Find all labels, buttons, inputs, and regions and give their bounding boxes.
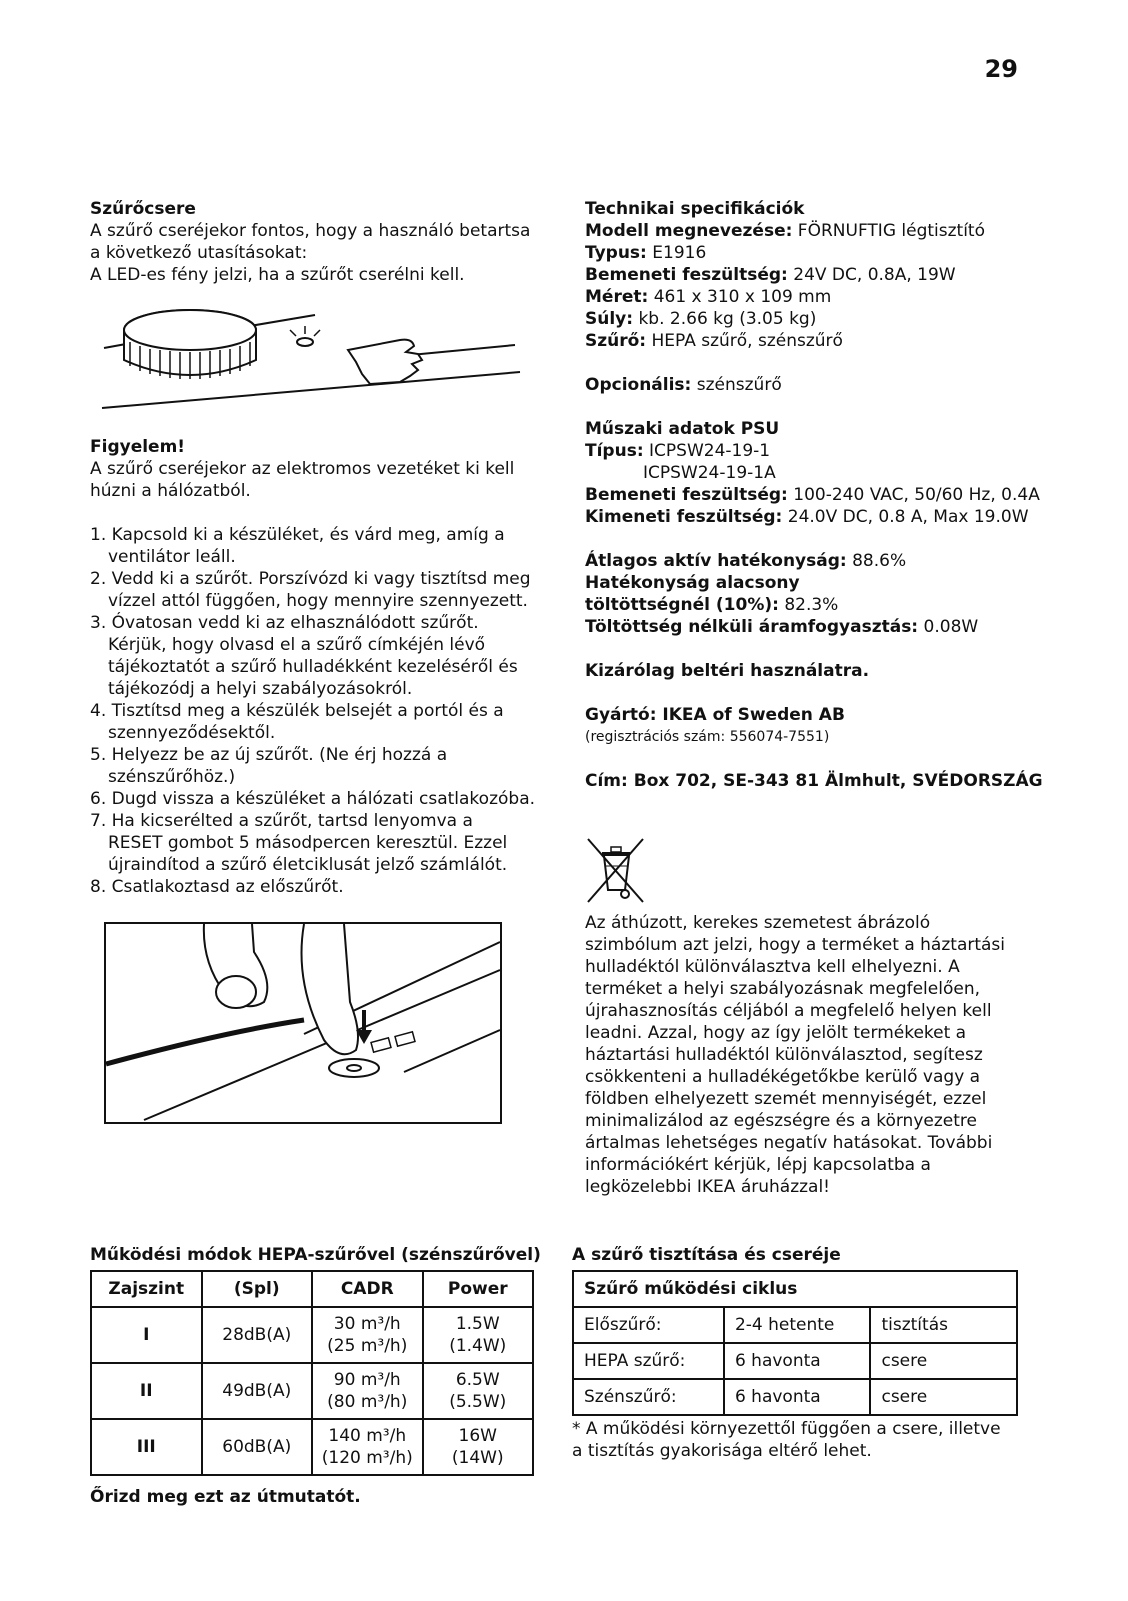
table-row: HEPA szűrő: 6 havonta csere: [573, 1343, 1017, 1379]
table-header-row: Szűrő működési ciklus: [573, 1271, 1017, 1307]
spec-row: Kimeneti feszültség: 24.0V DC, 0.8 A, Max 19.0W: [585, 507, 1029, 527]
technical-specs-section: [585, 198, 1045, 792]
list-item: 5. Helyezz be az új szűrőt. (Ne érj hozzá a szénszűrőhöz.): [90, 745, 448, 787]
registration-number: (regisztrációs szám: 556074-7551): [585, 729, 830, 745]
operating-modes-table: [90, 1270, 534, 1476]
crossed-bin-icon: [585, 836, 647, 906]
keep-instructions-note: Őrizd meg ezt az útmutatót.: [90, 1487, 361, 1507]
spec-row: töltöttségnél (10%): 82.3%: [585, 595, 839, 615]
spec-row: Hatékonyság alacsony: [585, 573, 800, 593]
spec-row: Töltöttség nélküli áramfogyasztás: 0.08W: [585, 617, 979, 637]
spec-row: Bemeneti feszültség: 100-240 VAC, 50/60 Hz, 0.4A: [585, 485, 1040, 505]
list-item: 3. Óvatosan vedd ki az elhasználódott szűrőt. Kérjük, hogy olvasd el a szűrő címkéjén lévő tájékoztatót a szűrő hulladékként kezeléséről és tájékozódj a helyi szabályozásokról.: [90, 613, 518, 699]
table-row: Szénszűrő: 6 havonta csere: [573, 1379, 1017, 1415]
list-item: 8. Csatlakoztasd az előszűrőt.: [90, 877, 344, 897]
table-header-row: Zajszint (Spl) CADR Power: [91, 1271, 533, 1307]
modes-table-title: Működési módok HEPA-szűrővel (szénszűrővel): [90, 1245, 541, 1265]
cycle-table-title: A szűrő tisztítása és cseréje: [572, 1245, 841, 1265]
spec-row: Typus: E1916: [585, 243, 707, 263]
spec-row: Szűrő: HEPA szűrő, szénszűrő: [585, 331, 843, 351]
spec-row: Bemeneti feszültség: 24V DC, 0.8A, 19W: [585, 265, 956, 285]
weee-disposal-text: Az áthúzott, kerekes szemetest ábrázoló szimbólum azt jelzi, hogy a terméket a háztartási hulladéktól különválasztva kell elhelyezni. A terméket a helyi szabályozásnak megfelelően, újrahasznosítás céljából a megfelelő helyen kell leadni. Azzal, hogy az így jelölt termékeket a háztartási hulladéktól különválasztod, segítesz csökkenteni a hulladékégetőkbe kerülő vagy a földben elhelyezett szemét mennyiségét, ezzel minimalizálod az egészségre és a környezetre ártalmas lehetséges negatív hatásokat. További információkért kérjük, lépj kapcsolatba a legközelebbi IKEA áruházzal!: [585, 913, 1006, 1197]
section-title: Műszaki adatok PSU: [585, 419, 780, 439]
list-item: 4. Tisztítsd meg a készülék belsejét a portól és a szennyeződésektől.: [90, 701, 504, 743]
manufacturer: Gyártó: IKEA of Sweden AB: [585, 705, 845, 725]
paragraph-line: húzni a hálózatból.: [90, 481, 251, 501]
table-row: II 49dB(A) 90 m³/h (80 m³/h) 6.5W (5.5W): [91, 1363, 533, 1419]
spec-row: Súly: kb. 2.66 kg (3.05 kg): [585, 309, 817, 329]
spec-row: Átlagos aktív hatékonyság: 88.6%: [585, 551, 907, 571]
paragraph-line: A szűrő cseréjekor fontos, hogy a használó betartsa: [90, 221, 531, 241]
paragraph-line: A szűrő cseréjekor az elektromos vezetéket ki kell: [90, 459, 515, 479]
list-item: 2. Vedd ki a szűrőt. Porszívózd ki vagy tisztítsd meg vízzel attól függően, hogy mennyire szennyezett.: [90, 569, 531, 611]
list-item: 1. Kapcsold ki a készüléket, és várd meg, amíg a ventilátor leáll.: [90, 525, 505, 567]
spec-row: Méret: 461 x 310 x 109 mm: [585, 287, 832, 307]
spec-row: ICPSW24-19-1A: [643, 463, 776, 483]
spec-row: Opcionális: szénszűrő: [585, 375, 782, 395]
filter-cycle-table: [572, 1270, 1018, 1416]
page-number: 29: [984, 55, 1018, 83]
spec-row: Modell megnevezése: FÖRNUFTIG légtisztító: [585, 221, 985, 241]
steps-list: [90, 524, 550, 898]
spec-row: Típus: ICPSW24-19-1: [585, 441, 771, 461]
address: Cím: Box 702, SE-343 81 Älmhult, SVÉDORSZÁG: [585, 771, 1043, 791]
paragraph-line: a következő utasításokat:: [90, 243, 308, 263]
warning-section: [90, 436, 550, 898]
list-item: 6. Dugd vissza a készüléket a hálózati csatlakozóba.: [90, 789, 536, 809]
reset-button-illustration: [104, 922, 502, 1124]
led-indicator-illustration: [100, 300, 530, 418]
paragraph-line: A LED-es fény jelzi, ha a szűrőt cserélni kell.: [90, 265, 465, 285]
table-row: I 28dB(A) 30 m³/h (25 m³/h) 1.5W (1.4W): [91, 1307, 533, 1363]
warning-title: Figyelem!: [90, 437, 186, 457]
list-item: 7. Ha kicserélted a szűrőt, tartsd lenyomva a RESET gombot 5 másodpercen keresztül. Ezzel újraindítod a szűrő életciklusát jelző számlálót.: [90, 811, 508, 875]
table-row: Előszűrő: 2-4 hetente tisztítás: [573, 1307, 1017, 1343]
section-title: Technikai specifikációk: [585, 199, 805, 219]
section-title: Szűrőcsere: [90, 199, 196, 219]
indoor-use-note: Kizárólag beltéri használatra.: [585, 661, 870, 681]
filter-replacement-section: [90, 198, 550, 286]
table-row: III 60dB(A) 140 m³/h (120 m³/h) 16W (14W): [91, 1419, 533, 1475]
cycle-footnote: * A működési környezettől függően a csere, illetve a tisztítás gyakorisága eltérő lehet.: [572, 1419, 1001, 1461]
